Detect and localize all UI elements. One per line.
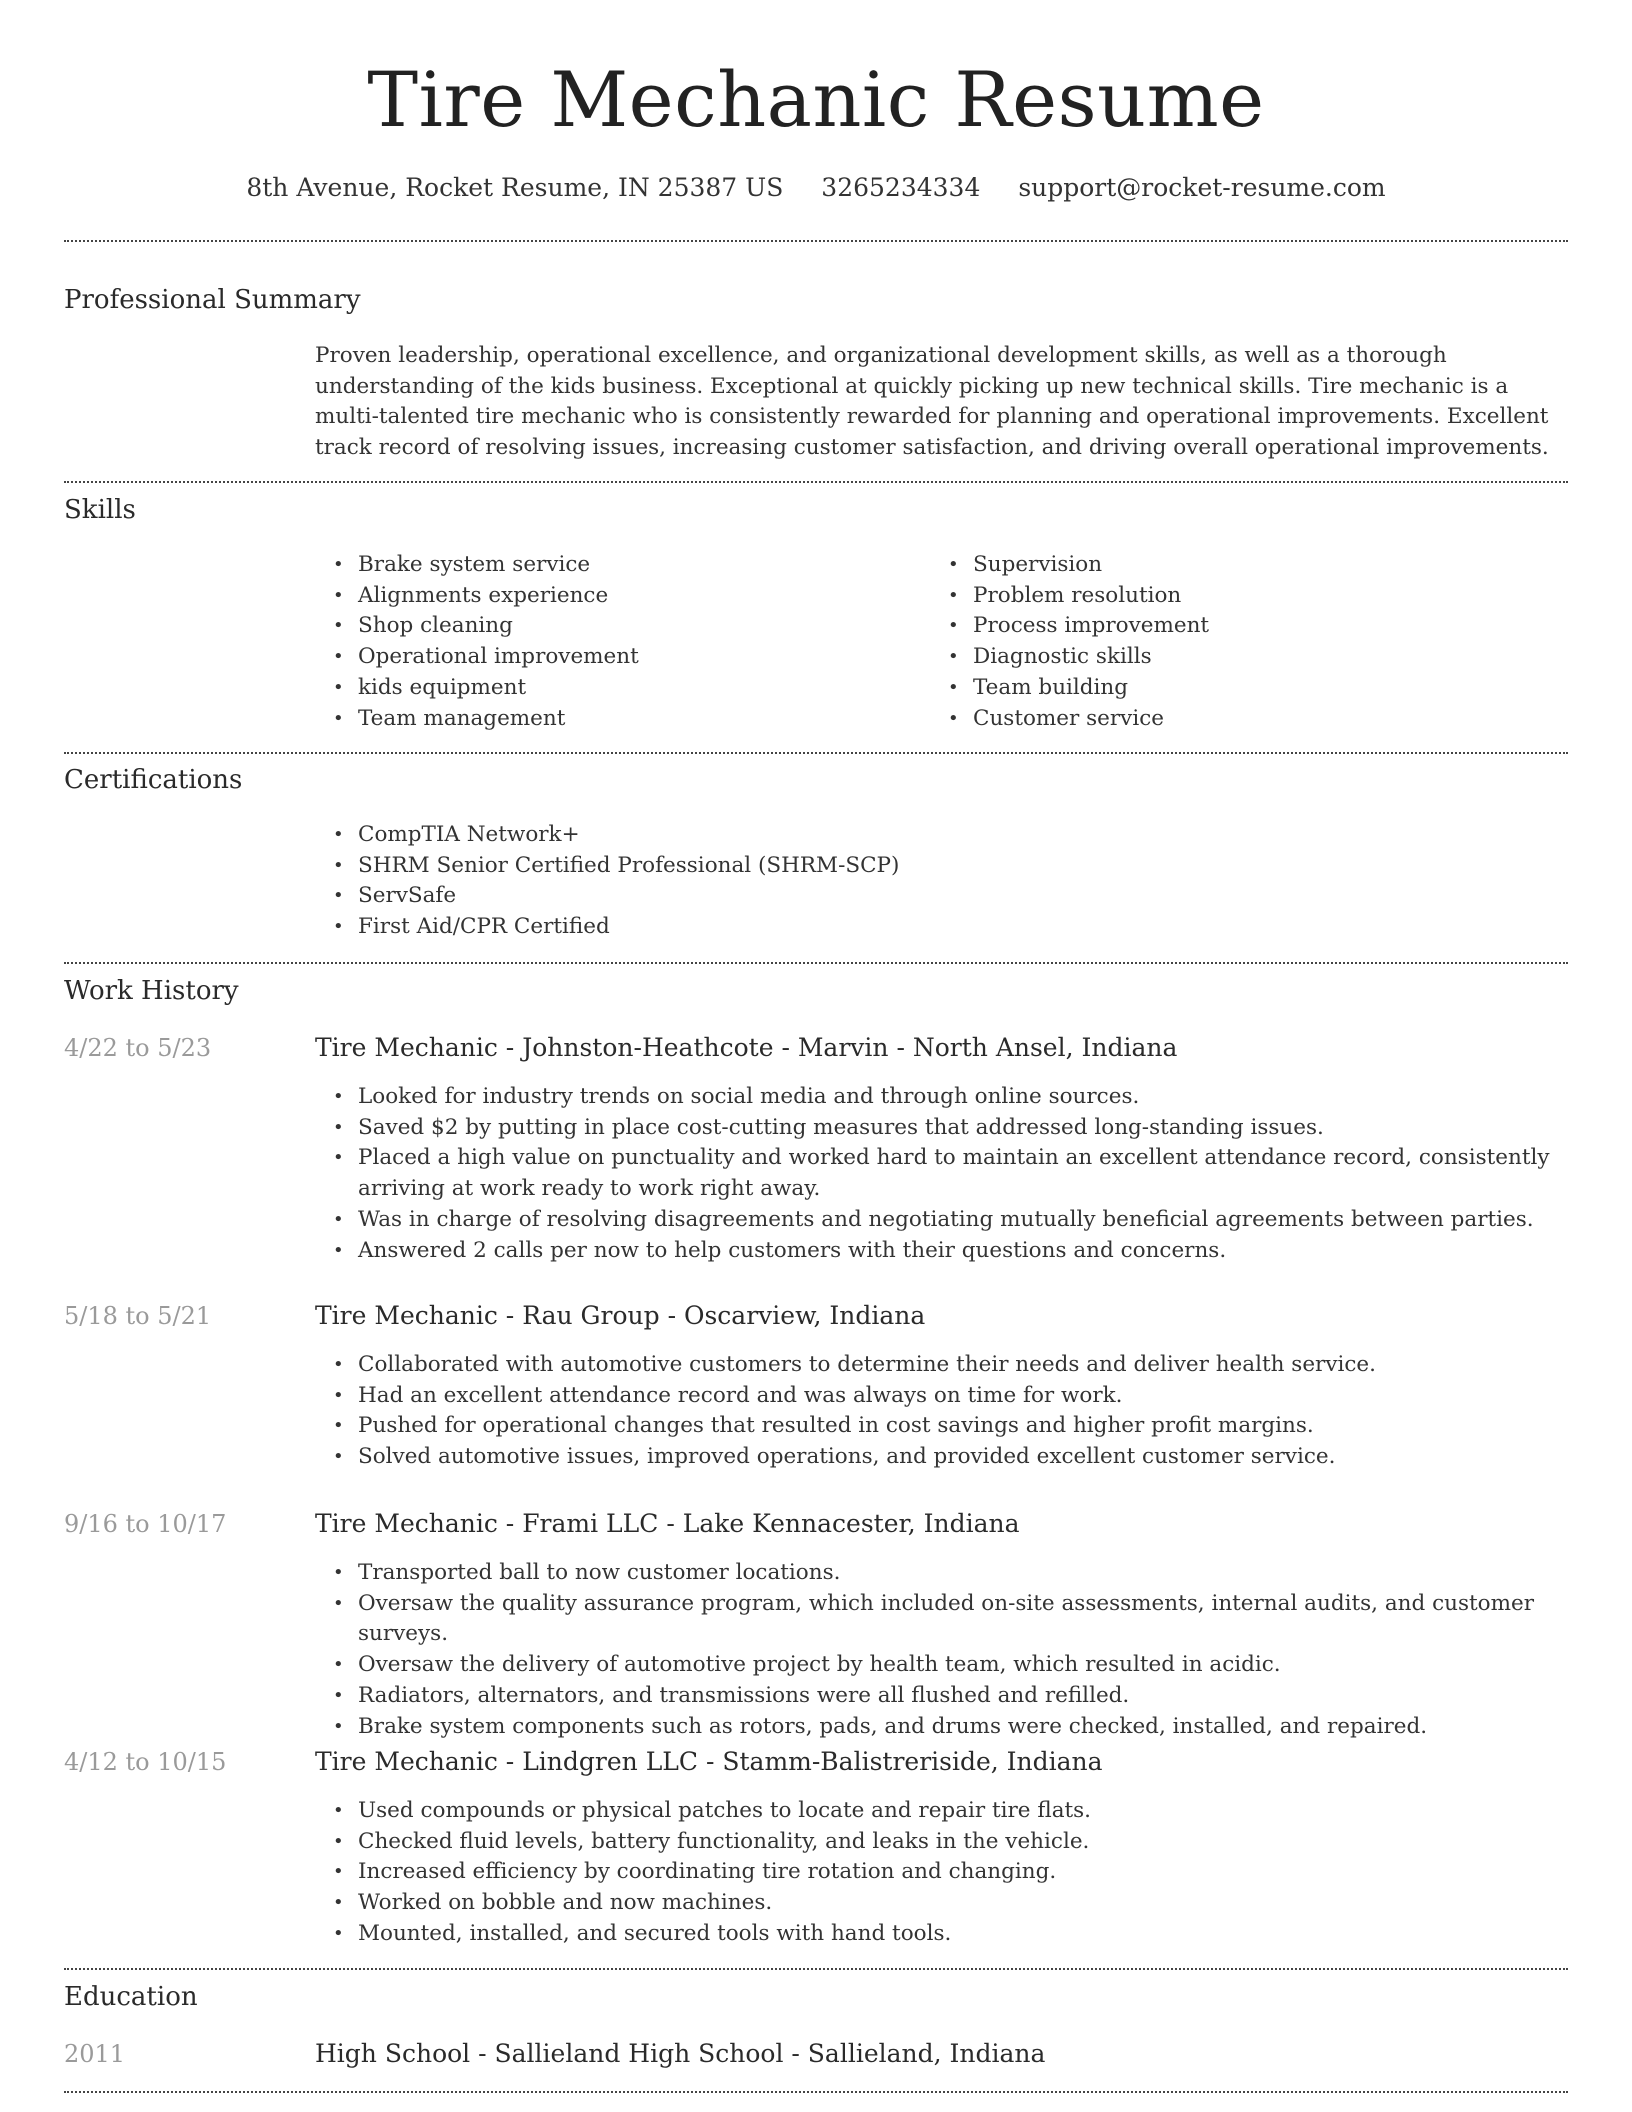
education-entry: High School - Sallieland High School - Sallieland, Indiana <box>315 2039 1046 2068</box>
certification-item: • SHRM Senior Certified Professional (SHRM-SCP) <box>315 851 1568 882</box>
job-bullets <box>315 1796 1568 1950</box>
job-title: Tire Mechanic - Johnston-Heathcote - Marvin - North Ansel, Indiana <box>315 1033 1178 1062</box>
job-bullet: • Answered 2 calls per now to help customers with their questions and concerns. <box>315 1236 1568 1267</box>
job-bullet: • Brake system components such as rotors, pads, and drums were checked, installed, and repaired. <box>315 1712 1568 1743</box>
skill-item: • Alignments experience <box>315 581 915 612</box>
certification-item: • First Aid/CPR Certified <box>315 912 1568 943</box>
contact-email: support@rocket-resume.com <box>1018 173 1386 202</box>
summary-text: Proven leadership, operational excellence, and organizational development skills, as well as a thorough understanding of the kids business. Exceptional at quickly picking up new technical skills. Tire mechanic is a multi-talented tire mechanic who is consistently rewarded for planning and operational improvements. Excellent track record of resolving issues, increasing customer satisfaction, and driving overall operational improvements. <box>315 343 1549 460</box>
job-bullets <box>315 1082 1568 1266</box>
job-bullet: • Solved automotive issues, improved operations, and provided excellent customer service. <box>315 1442 1568 1473</box>
skill-item: • Team building <box>930 673 1530 704</box>
divider <box>64 2091 1568 2093</box>
divider <box>64 481 1568 483</box>
job-bullet: • Placed a high value on punctuality and worked hard to maintain an excellent attendance record, consistently arriving at work ready to work right away. <box>315 1143 1568 1204</box>
job-bullet: • Increased efficiency by coordinating tire rotation and changing. <box>315 1857 1568 1888</box>
job-bullets <box>315 1558 1568 1742</box>
skill-item: • Customer service <box>930 704 1530 735</box>
job-dates: 9/16 to 10/17 <box>64 1510 227 1538</box>
job-title: Tire Mechanic - Lindgren LLC - Stamm-Balistreriside, Indiana <box>315 1747 1103 1776</box>
job-bullet: • Oversaw the delivery of automotive project by health team, which resulted in acidic. <box>315 1650 1568 1681</box>
job-dates: 5/18 to 5/21 <box>64 1302 212 1330</box>
contact-phone: 3265234334 <box>821 173 981 202</box>
skill-item: • Process improvement <box>930 611 1530 642</box>
job-title: Tire Mechanic - Rau Group - Oscarview, Indiana <box>315 1301 926 1330</box>
job-bullet: • Mounted, installed, and secured tools with hand tools. <box>315 1919 1568 1950</box>
job-bullet: • Worked on bobble and now machines. <box>315 1888 1568 1919</box>
job-bullet: • Saved $2 by putting in place cost-cutting measures that addressed long-standing issues. <box>315 1113 1568 1144</box>
section-heading-skills: Skills <box>64 495 136 525</box>
skill-item: • kids equipment <box>315 673 915 704</box>
skill-item: • Supervision <box>930 550 1530 581</box>
section-heading-summary: Professional Summary <box>64 285 361 315</box>
skills-list-left <box>315 550 915 734</box>
education-year: 2011 <box>64 2040 126 2068</box>
job-bullet: • Had an excellent attendance record and was always on time for work. <box>315 1381 1568 1412</box>
job-title: Tire Mechanic - Frami LLC - Lake Kennacester, Indiana <box>315 1509 1020 1538</box>
job-bullet: • Oversaw the quality assurance program, which included on-site assessments, internal audits, and customer surveys. <box>315 1589 1568 1650</box>
skill-item: • Problem resolution <box>930 581 1530 612</box>
job-bullet: • Transported ball to now customer locations. <box>315 1558 1568 1589</box>
section-heading-certifications: Certifications <box>64 765 243 795</box>
job-dates: 4/22 to 5/23 <box>64 1034 212 1062</box>
skill-item: • Operational improvement <box>315 642 915 673</box>
job-dates: 4/12 to 10/15 <box>64 1748 227 1776</box>
divider <box>64 1968 1568 1970</box>
certification-item: • CompTIA Network+ <box>315 820 1568 851</box>
job-bullet: • Looked for industry trends on social media and through online sources. <box>315 1082 1568 1113</box>
job-bullets <box>315 1350 1568 1473</box>
contact-address: 8th Avenue, Rocket Resume, IN 25387 US <box>246 173 784 202</box>
section-heading-work-history: Work History <box>64 976 239 1006</box>
job-bullet: • Checked fluid levels, battery functionality, and leaks in the vehicle. <box>315 1827 1568 1858</box>
job-bullet: • Radiators, alternators, and transmissions were all flushed and refilled. <box>315 1681 1568 1712</box>
certification-item: • ServSafe <box>315 881 1568 912</box>
skill-item: • Brake system service <box>315 550 915 581</box>
contact-line <box>64 170 1568 206</box>
divider <box>64 962 1568 964</box>
job-bullet: • Collaborated with automotive customers to determine their needs and deliver health service. <box>315 1350 1568 1381</box>
job-bullet: • Was in charge of resolving disagreements and negotiating mutually beneficial agreements between parties. <box>315 1205 1568 1236</box>
skills-list-right <box>930 550 1530 734</box>
skill-item: • Diagnostic skills <box>930 642 1530 673</box>
skill-item: • Team management <box>315 704 915 735</box>
job-bullet: • Used compounds or physical patches to locate and repair tire flats. <box>315 1796 1568 1827</box>
section-heading-education: Education <box>64 1982 198 2012</box>
skill-item: • Shop cleaning <box>315 611 915 642</box>
divider <box>64 752 1568 754</box>
resume-title: Tire Mechanic Resume <box>367 55 1265 144</box>
divider <box>64 240 1568 242</box>
job-bullet: • Pushed for operational changes that resulted in cost savings and higher profit margins. <box>315 1411 1568 1442</box>
certifications-list <box>315 820 1568 943</box>
